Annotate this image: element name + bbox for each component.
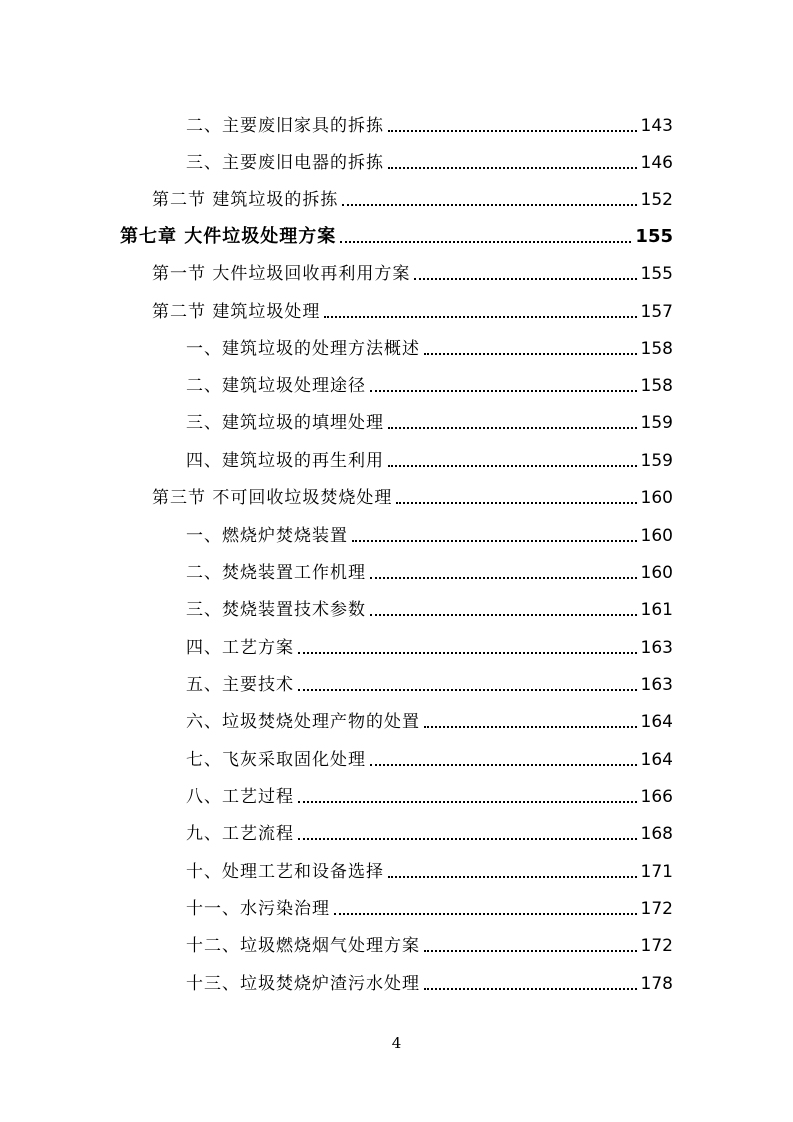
toc-entry[interactable] <box>186 397 673 434</box>
toc-entry-label: 四、建筑垃圾的再生利用 <box>186 451 384 471</box>
toc-entry-label: 七、飞灰采取固化处理 <box>186 750 366 770</box>
toc-chapter-entry[interactable] <box>120 211 673 248</box>
toc-entry-label: 十一、水污染治理 <box>186 899 330 919</box>
toc-entry[interactable] <box>186 137 673 174</box>
toc-entry-label: 八、工艺过程 <box>186 787 294 807</box>
toc-entry-page: 155 <box>640 264 673 284</box>
page-number: 4 <box>391 1034 402 1052</box>
toc-dot-leader <box>424 987 637 990</box>
toc-entry[interactable] <box>186 622 673 659</box>
toc-dot-leader <box>370 389 637 392</box>
toc-entry-page: 161 <box>640 600 673 620</box>
toc-entry-page: 168 <box>640 824 673 844</box>
toc-entry-label: 九、工艺流程 <box>186 824 294 844</box>
toc-dot-leader <box>298 837 637 840</box>
toc-entry-label: 三、主要废旧电器的拆拣 <box>186 153 384 173</box>
toc-entry-page: 164 <box>640 750 673 770</box>
toc-entry-page: 159 <box>640 451 673 471</box>
toc-entry[interactable] <box>186 920 673 957</box>
toc-entry-label: 十二、垃圾燃烧烟气处理方案 <box>186 936 420 956</box>
toc-entry[interactable] <box>186 584 673 621</box>
toc-entry-page: 164 <box>640 712 673 732</box>
toc-entry[interactable] <box>186 808 673 845</box>
toc-entry-page: 171 <box>640 862 673 882</box>
toc-entry-label: 十、处理工艺和设备选择 <box>186 862 384 882</box>
toc-entry-page: 157 <box>640 302 673 322</box>
toc-entry[interactable] <box>186 100 673 137</box>
toc-entry-page: 172 <box>640 936 673 956</box>
toc-entry-page: 159 <box>640 413 673 433</box>
toc-entry-page: 160 <box>640 526 673 546</box>
toc-entry-page: 158 <box>640 376 673 396</box>
toc-entry-label: 二、主要废旧家具的拆拣 <box>186 116 384 136</box>
toc-entry[interactable] <box>186 846 673 883</box>
toc-dot-leader <box>342 203 636 206</box>
toc-dot-leader <box>324 315 636 318</box>
toc-entry-page: 152 <box>640 190 673 210</box>
toc-entry-label: 第二节 建筑垃圾的拆拣 <box>152 190 339 210</box>
toc-dot-leader <box>298 800 637 803</box>
toc-entry[interactable] <box>186 883 673 920</box>
toc-entry-label: 第七章 大件垃圾处理方案 <box>120 226 337 247</box>
toc-entry-label: 二、建筑垃圾处理途径 <box>186 376 366 396</box>
toc-entry[interactable] <box>186 323 673 360</box>
toc-entry-page: 166 <box>640 787 673 807</box>
toc-entry-page: 163 <box>640 638 673 658</box>
toc-entry-page: 178 <box>640 974 673 994</box>
toc-dot-leader <box>370 763 637 766</box>
toc-entry-page: 143 <box>640 116 673 136</box>
toc-dot-leader <box>334 912 637 915</box>
toc-entry[interactable] <box>152 174 673 211</box>
toc-entry[interactable] <box>186 360 673 397</box>
toc-entry[interactable] <box>152 286 673 323</box>
toc-entry-label: 六、垃圾焚烧处理产物的处置 <box>186 712 420 732</box>
toc-dot-leader <box>298 688 637 691</box>
toc-dot-leader <box>424 352 637 355</box>
toc-entry-label: 十三、垃圾焚烧炉渣污水处理 <box>186 974 420 994</box>
toc-entry-page: 172 <box>640 899 673 919</box>
toc-entry-label: 一、燃烧炉焚烧装置 <box>186 526 348 546</box>
toc-entry-label: 第三节 不可回收垃圾焚烧处理 <box>152 488 393 508</box>
toc-entry[interactable] <box>186 696 673 733</box>
toc-entry[interactable] <box>186 510 673 547</box>
toc-entry[interactable] <box>186 958 673 995</box>
toc-dot-leader <box>424 725 637 728</box>
toc-entry[interactable] <box>186 771 673 808</box>
toc-entry-label: 第一节 大件垃圾回收再利用方案 <box>152 264 411 284</box>
toc-entry[interactable] <box>152 248 673 285</box>
toc-entry[interactable] <box>186 659 673 696</box>
toc-dot-leader <box>388 129 637 132</box>
toc-dot-leader <box>424 949 637 952</box>
toc-entry[interactable] <box>186 547 673 584</box>
toc-entry-label: 三、焚烧装置技术参数 <box>186 600 366 620</box>
toc-dot-leader <box>388 875 637 878</box>
toc-entry-page: 160 <box>640 563 673 583</box>
toc-dot-leader <box>298 651 637 654</box>
toc-dot-leader <box>370 613 637 616</box>
toc-dot-leader <box>370 576 637 579</box>
toc-dot-leader <box>388 464 637 467</box>
toc-entry[interactable] <box>186 734 673 771</box>
toc-entry-page: 155 <box>635 226 673 247</box>
toc-entry-label: 四、工艺方案 <box>186 638 294 658</box>
toc-entry[interactable] <box>186 435 673 472</box>
toc-entry-label: 五、主要技术 <box>186 675 294 695</box>
toc-entry[interactable] <box>152 472 673 509</box>
toc-entry-label: 一、建筑垃圾的处理方法概述 <box>186 339 420 359</box>
toc-entry-label: 第二节 建筑垃圾处理 <box>152 302 321 322</box>
toc-dot-leader <box>396 501 636 504</box>
toc-dot-leader <box>388 166 637 169</box>
toc-dot-leader <box>340 240 631 243</box>
toc-entry-page: 163 <box>640 675 673 695</box>
toc-dot-leader <box>352 539 637 542</box>
toc-entry-label: 三、建筑垃圾的填埋处理 <box>186 413 384 433</box>
toc-entry-label: 二、焚烧装置工作机理 <box>186 563 366 583</box>
toc-entry-page: 158 <box>640 339 673 359</box>
toc-entry-page: 160 <box>640 488 673 508</box>
toc-dot-leader <box>414 277 636 280</box>
toc-entry-page: 146 <box>640 153 673 173</box>
toc-dot-leader <box>388 426 637 429</box>
